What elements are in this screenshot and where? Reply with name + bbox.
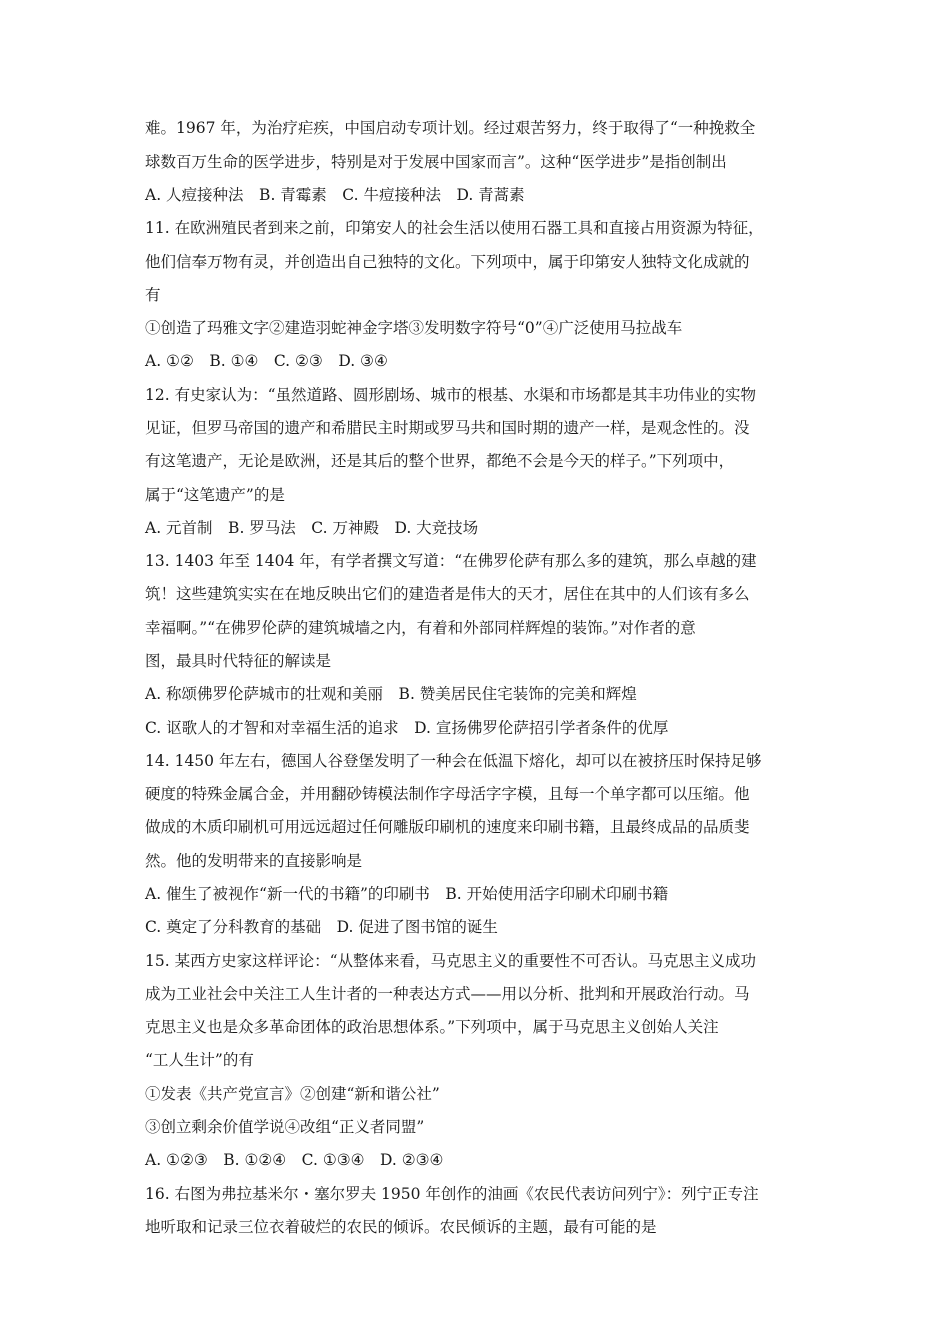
q14-stem-line-3: 做成的木质印刷机可用远远超过任何雕版印刷机的速度来印刷书籍，且最终成品的品质斐 xyxy=(145,818,750,836)
q12-stem-line-4: 属于“这笔遗产”的是 xyxy=(145,486,285,504)
q13-stem-line-2: 筑！这些建筑实实在在地反映出它们的建造者是伟大的天才，居住在其中的人们该有多么 xyxy=(145,585,750,603)
q12-stem-line-1: 12. 有史家认为：“虽然道路、圆形剧场、城市的根基、水渠和市场都是其丰功伟业的实物 xyxy=(145,386,757,404)
q14-options-ab: A. 催生了被视作“新一代的书籍”的印刷书 B. 开始使用活字印刷术印刷书籍 xyxy=(145,885,669,903)
q14-stem-line-1: 14. 1450 年左右，德国人谷登堡发明了一种会在低温下熔化，却可以在被挤压时保持足够 xyxy=(145,752,762,770)
q15-stem-line-3: 克思主义也是众多革命团体的政治思想体系。”下列项中，属于马克思主义创始人关注 xyxy=(145,1018,719,1036)
q11-stem-line-3: 有 xyxy=(145,286,161,304)
q11-options: A. ①② B. ①④ C. ②③ D. ③④ xyxy=(145,352,388,370)
q10-options: A. 人痘接种法 B. 青霉素 C. 牛痘接种法 D. 青蒿素 xyxy=(145,186,525,204)
q14-stem-line-4: 然。他的发明带来的直接影响是 xyxy=(145,852,363,870)
q13-stem-line-1: 13. 1403 年至 1404 年，有学者撰文写道：“在佛罗伦萨有那么多的建筑，那么卓越的建 xyxy=(145,552,757,570)
q15-items-2: ③创立剩余价值学说④改组“正义者同盟” xyxy=(145,1118,425,1136)
q14-stem-line-2: 硬度的特殊金属合金，并用翻砂铸模法制作字母活字字模，且每一个单字都可以压缩。他 xyxy=(145,785,750,803)
q14-options-cd: C. 奠定了分科教育的基础 D. 促进了图书馆的诞生 xyxy=(145,918,498,936)
q11-items: ①创造了玛雅文字②建造羽蛇神金字塔③发明数字符号“0”④广泛使用马拉战车 xyxy=(145,319,683,337)
q15-stem-line-2: 成为工业社会中关注工人生计者的一种表达方式——用以分析、批判和开展政治行动。马 xyxy=(145,985,750,1003)
q16-stem-line-2: 地听取和记录三位衣着破烂的农民的倾诉。农民倾诉的主题，最有可能的是 xyxy=(145,1218,657,1236)
q12-stem-line-2: 见证，但罗马帝国的遗产和希腊民主时期或罗马共和国时期的遗产一样，是观念性的。没 xyxy=(145,419,750,437)
q15-stem-line-4: “工人生计”的有 xyxy=(145,1051,254,1069)
q10-stem-line-1: 难。1967 年，为治疗疟疾，中国启动专项计划。经过艰苦努力，终于取得了“一种挽救全 xyxy=(145,119,756,137)
q15-items-1: ①发表《共产党宣言》②创建“新和谐公社” xyxy=(145,1085,440,1103)
q16-stem-line-1: 16. 右图为弗拉基米尔・塞尔罗夫 1950 年创作的油画《农民代表访问列宁》：列宁正专注 xyxy=(145,1185,759,1203)
q13-options-cd: C. 讴歌人的才智和对幸福生活的追求 D. 宣扬佛罗伦萨招引学者条件的优厚 xyxy=(145,719,669,737)
q15-options: A. ①②③ B. ①②④ C. ①③④ D. ②③④ xyxy=(145,1151,444,1169)
q12-options: A. 元首制 B. 罗马法 C. 万神殿 D. 大竞技场 xyxy=(145,519,479,537)
q10-stem-line-2: 球数百万生命的医学进步，特别是对于发展中国家而言”。这种“医学进步”是指创制出 xyxy=(145,153,727,171)
q13-stem-line-3: 幸福啊。”“在佛罗伦萨的建筑城墙之内，有着和外部同样辉煌的装饰。”对作者的意 xyxy=(145,619,696,637)
q11-stem-line-2: 他们信奉万物有灵，并创造出自己独特的文化。下列项中，属于印第安人独特文化成就的 xyxy=(145,253,750,271)
q15-stem-line-1: 15. 某西方史家这样评论：“从整体来看，马克思主义的重要性不可否认。马克思主义成功 xyxy=(145,952,757,970)
q11-stem-line-1: 11. 在欧洲殖民者到来之前，印第安人的社会生活以使用石器工具和直接占用资源为特征， xyxy=(145,219,764,237)
q13-options-ab: A. 称颂佛罗伦萨城市的壮观和美丽 B. 赞美居民住宅装饰的完美和辉煌 xyxy=(145,685,637,703)
q12-stem-line-3: 有这笔遗产，无论是欧洲，还是其后的整个世界，都绝不会是今天的样子。”下列项中， xyxy=(145,452,735,470)
q13-stem-line-4: 图，最具时代特征的解读是 xyxy=(145,652,332,670)
